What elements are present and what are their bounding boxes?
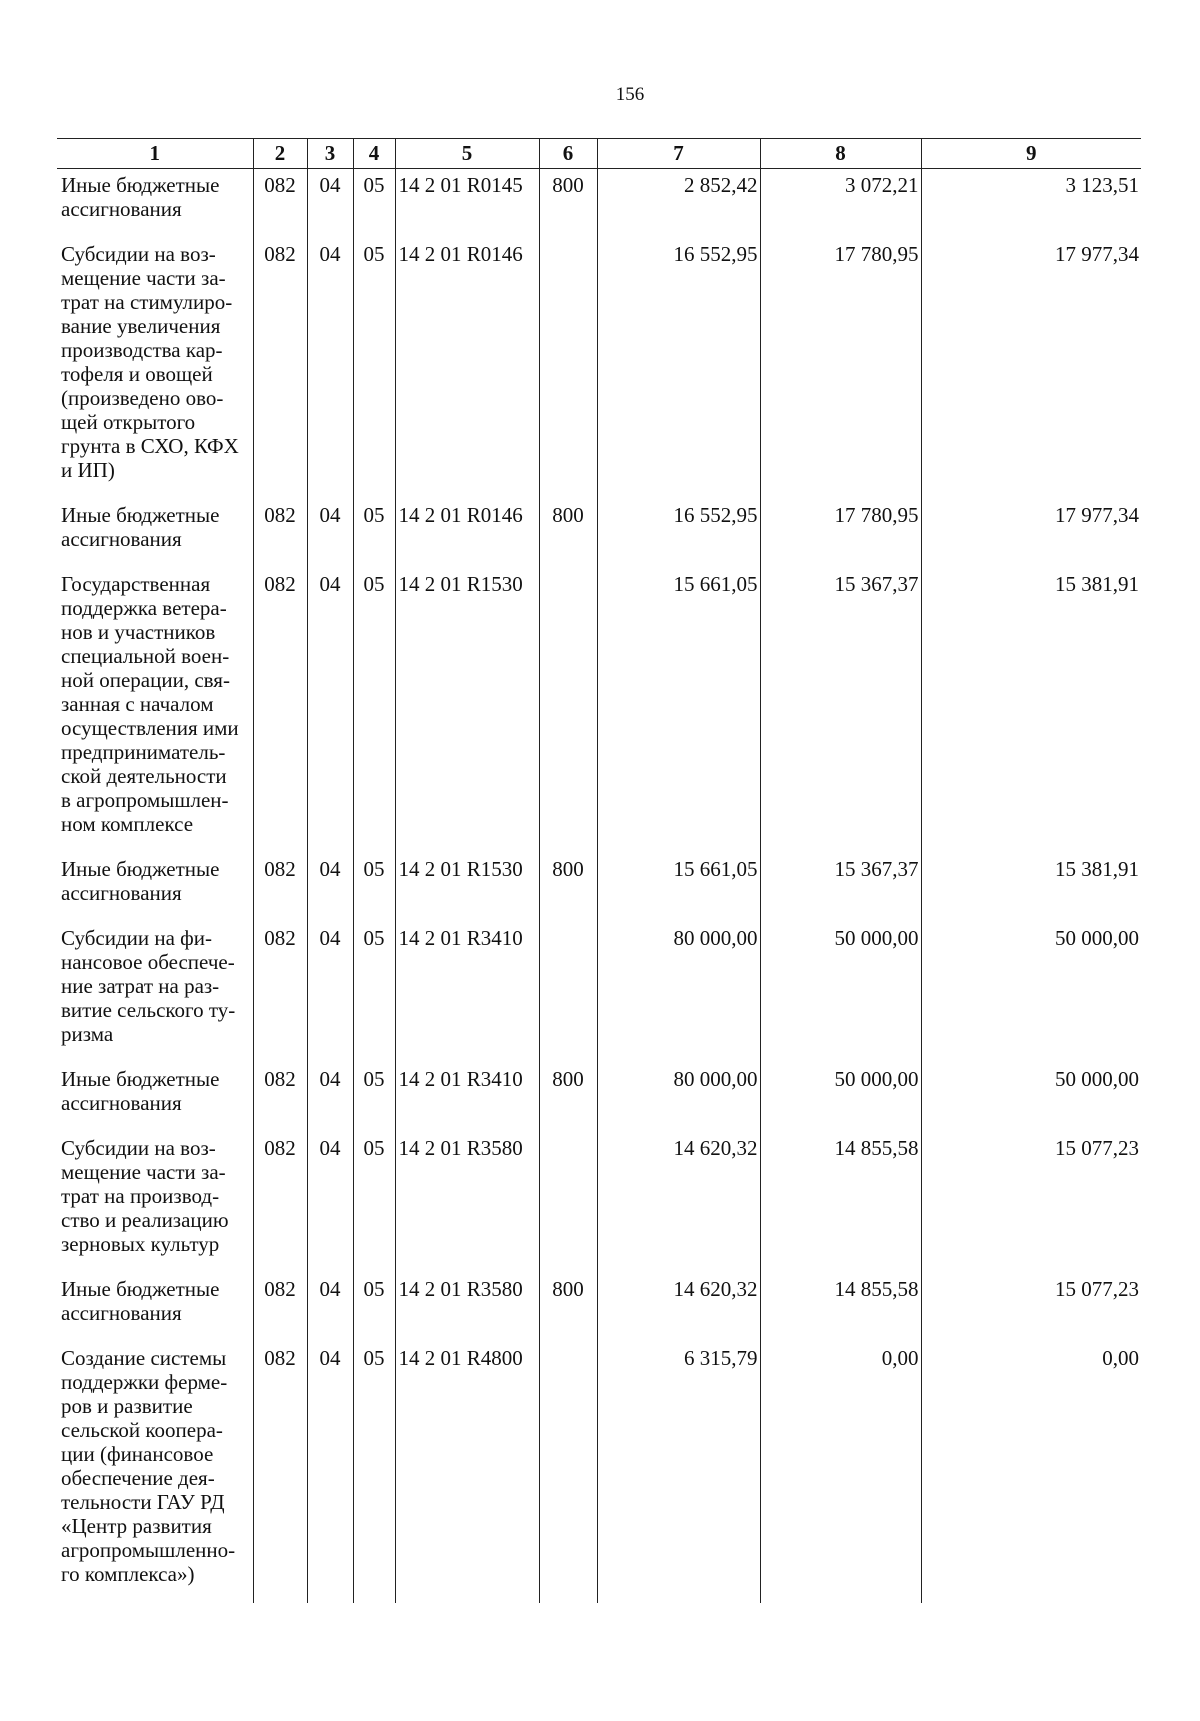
section-code-cell: 04 <box>307 1063 353 1132</box>
amount-col8-cell: 50 000,00 <box>760 1063 921 1132</box>
grbs-code-cell: 082 <box>253 499 307 568</box>
expense-type-cell <box>539 238 597 499</box>
target-article-cell: 14 2 01 R0146 <box>395 238 539 499</box>
table-row <box>57 922 1141 1063</box>
expense-type-cell <box>539 1342 597 1603</box>
row-name-line: ассигнования <box>61 1091 182 1115</box>
expense-type-cell <box>539 922 597 1063</box>
row-name-line: трат на производ- <box>61 1184 220 1208</box>
row-name-line: нов и участников <box>61 620 216 644</box>
grbs-code-cell: 082 <box>253 169 307 239</box>
table-header <box>57 139 1141 169</box>
expense-type-cell <box>539 568 597 853</box>
amount-col7-cell: 14 620,32 <box>597 1273 760 1342</box>
row-name-cell <box>57 1063 253 1132</box>
table-row <box>57 1132 1141 1273</box>
row-name-line: трат на стимулиро- <box>61 290 233 314</box>
row-name-cell <box>57 1132 253 1273</box>
amount-col8-cell: 15 367,37 <box>760 853 921 922</box>
section-code-cell: 04 <box>307 853 353 922</box>
amount-col7-cell: 15 661,05 <box>597 568 760 853</box>
row-name-cell <box>57 922 253 1063</box>
row-name-line: Субсидии на воз- <box>61 242 216 266</box>
amount-col7-cell: 14 620,32 <box>597 1132 760 1273</box>
grbs-code-cell: 082 <box>253 1132 307 1273</box>
section-code-cell: 04 <box>307 568 353 853</box>
amount-col7-cell: 16 552,95 <box>597 499 760 568</box>
row-name-line: и ИП) <box>61 458 115 482</box>
expense-type-cell: 800 <box>539 1063 597 1132</box>
subsection-code-cell: 05 <box>353 853 395 922</box>
expense-type-cell: 800 <box>539 1273 597 1342</box>
row-name-line: ассигнования <box>61 197 182 221</box>
column-header: 8 <box>760 139 921 169</box>
grbs-code-cell: 082 <box>253 1342 307 1603</box>
target-article-cell: 14 2 01 R0146 <box>395 499 539 568</box>
amount-col8-cell: 17 780,95 <box>760 238 921 499</box>
row-name-line: витие сельского ту- <box>61 998 236 1022</box>
row-name-cell <box>57 499 253 568</box>
subsection-code-cell: 05 <box>353 1273 395 1342</box>
row-name-line: производства кар- <box>61 338 223 362</box>
table-row <box>57 169 1141 239</box>
row-name-line: Создание системы <box>61 1346 227 1370</box>
row-name-line: агропромышленно- <box>61 1538 236 1562</box>
row-name-line: осуществления ими <box>61 716 239 740</box>
row-name-line: (произведено ово- <box>61 386 224 410</box>
target-article-cell: 14 2 01 R3410 <box>395 1063 539 1132</box>
section-code-cell: 04 <box>307 1342 353 1603</box>
header-row <box>57 139 1141 169</box>
column-header: 2 <box>253 139 307 169</box>
target-article-cell: 14 2 01 R1530 <box>395 568 539 853</box>
row-name-line: Иные бюджетные <box>61 857 220 881</box>
row-name-line: ассигнования <box>61 1301 182 1325</box>
row-name-line: Субсидии на фи- <box>61 926 213 950</box>
amount-col8-cell: 50 000,00 <box>760 922 921 1063</box>
amount-col7-cell: 16 552,95 <box>597 238 760 499</box>
row-name-line: ном комплексе <box>61 812 194 836</box>
row-name-cell <box>57 169 253 239</box>
amount-col9-cell: 3 123,51 <box>921 169 1141 239</box>
row-name-line: сельской коопера- <box>61 1418 223 1442</box>
column-header: 1 <box>57 139 253 169</box>
grbs-code-cell: 082 <box>253 922 307 1063</box>
section-code-cell: 04 <box>307 499 353 568</box>
subsection-code-cell: 05 <box>353 568 395 853</box>
row-name-line: ской деятельности <box>61 764 227 788</box>
row-name-line: в агропромышлен- <box>61 788 229 812</box>
row-name-line: занная с началом <box>61 692 214 716</box>
target-article-cell: 14 2 01 R4800 <box>395 1342 539 1603</box>
subsection-code-cell: 05 <box>353 1063 395 1132</box>
row-name-line: ство и реализацию <box>61 1208 229 1232</box>
row-name-cell <box>57 238 253 499</box>
row-name-line: ассигнования <box>61 881 182 905</box>
row-name-line: вание увеличения <box>61 314 221 338</box>
amount-col8-cell: 14 855,58 <box>760 1273 921 1342</box>
amount-col9-cell: 50 000,00 <box>921 922 1141 1063</box>
row-name-line: мещение части за- <box>61 1160 226 1184</box>
subsection-code-cell: 05 <box>353 922 395 1063</box>
target-article-cell: 14 2 01 R3410 <box>395 922 539 1063</box>
row-name-line: тофеля и овощей <box>61 362 213 386</box>
grbs-code-cell: 082 <box>253 1063 307 1132</box>
row-name-line: предприниматель- <box>61 740 226 764</box>
column-header: 9 <box>921 139 1141 169</box>
amount-col9-cell: 17 977,34 <box>921 499 1141 568</box>
table-row <box>57 1342 1141 1603</box>
row-name-line: ризма <box>61 1022 114 1046</box>
target-article-cell: 14 2 01 R3580 <box>395 1132 539 1273</box>
section-code-cell: 04 <box>307 1132 353 1273</box>
amount-col8-cell: 14 855,58 <box>760 1132 921 1273</box>
row-name-line: ние затрат на раз- <box>61 974 220 998</box>
column-header: 7 <box>597 139 760 169</box>
row-name-cell <box>57 1342 253 1603</box>
subsection-code-cell: 05 <box>353 499 395 568</box>
row-name-line: ции (финансовое <box>61 1442 214 1466</box>
grbs-code-cell: 082 <box>253 238 307 499</box>
row-name-cell <box>57 1273 253 1342</box>
subsection-code-cell: 05 <box>353 169 395 239</box>
row-name-line: тельности ГАУ РД <box>61 1490 225 1514</box>
row-name-line: поддержка ветера- <box>61 596 227 620</box>
subsection-code-cell: 05 <box>353 238 395 499</box>
amount-col8-cell: 15 367,37 <box>760 568 921 853</box>
row-name-line: го комплекса») <box>61 1562 195 1586</box>
column-header: 5 <box>395 139 539 169</box>
row-name-line: нансовое обеспече- <box>61 950 235 974</box>
table-row <box>57 238 1141 499</box>
row-name-line: «Центр развития <box>61 1514 212 1538</box>
subsection-code-cell: 05 <box>353 1132 395 1273</box>
amount-col9-cell: 0,00 <box>921 1342 1141 1603</box>
amount-col9-cell: 15 381,91 <box>921 853 1141 922</box>
row-name-line: Иные бюджетные <box>61 503 220 527</box>
expense-type-cell: 800 <box>539 853 597 922</box>
column-header: 3 <box>307 139 353 169</box>
table-row <box>57 499 1141 568</box>
amount-col9-cell: 17 977,34 <box>921 238 1141 499</box>
section-code-cell: 04 <box>307 922 353 1063</box>
page-number: 156 <box>615 84 645 105</box>
grbs-code-cell: 082 <box>253 853 307 922</box>
row-name-line: грунта в СХО, КФХ <box>61 434 239 458</box>
table-row <box>57 1273 1141 1342</box>
row-name-line: мещение части за- <box>61 266 226 290</box>
amount-col7-cell: 80 000,00 <box>597 1063 760 1132</box>
amount-col7-cell: 15 661,05 <box>597 853 760 922</box>
amount-col7-cell: 2 852,42 <box>597 169 760 239</box>
grbs-code-cell: 082 <box>253 1273 307 1342</box>
column-header: 6 <box>539 139 597 169</box>
amount-col9-cell: 15 077,23 <box>921 1273 1141 1342</box>
subsection-code-cell: 05 <box>353 1342 395 1603</box>
section-code-cell: 04 <box>307 238 353 499</box>
expense-type-cell <box>539 1132 597 1273</box>
amount-col8-cell: 3 072,21 <box>760 169 921 239</box>
row-name-cell <box>57 568 253 853</box>
row-name-line: Иные бюджетные <box>61 173 220 197</box>
target-article-cell: 14 2 01 R0145 <box>395 169 539 239</box>
amount-col8-cell: 17 780,95 <box>760 499 921 568</box>
row-name-line: ной операции, свя- <box>61 668 230 692</box>
section-code-cell: 04 <box>307 169 353 239</box>
amount-col7-cell: 6 315,79 <box>597 1342 760 1603</box>
target-article-cell: 14 2 01 R3580 <box>395 1273 539 1342</box>
amount-col9-cell: 15 077,23 <box>921 1132 1141 1273</box>
budget-table <box>57 138 1141 1603</box>
row-name-line: щей открытого <box>61 410 196 434</box>
row-name-line: обеспечение дея- <box>61 1466 215 1490</box>
expense-type-cell: 800 <box>539 169 597 239</box>
row-name-cell <box>57 853 253 922</box>
amount-col7-cell: 80 000,00 <box>597 922 760 1063</box>
row-name-line: Субсидии на воз- <box>61 1136 216 1160</box>
table-row <box>57 568 1141 853</box>
row-name-line: Иные бюджетные <box>61 1067 220 1091</box>
column-header: 4 <box>353 139 395 169</box>
amount-col8-cell: 0,00 <box>760 1342 921 1603</box>
target-article-cell: 14 2 01 R1530 <box>395 853 539 922</box>
row-name-line: Иные бюджетные <box>61 1277 220 1301</box>
row-name-line: поддержки ферме- <box>61 1370 228 1394</box>
row-name-line: Государственная <box>61 572 211 596</box>
row-name-line: ров и развитие <box>61 1394 193 1418</box>
section-code-cell: 04 <box>307 1273 353 1342</box>
amount-col9-cell: 15 381,91 <box>921 568 1141 853</box>
row-name-line: специальной воен- <box>61 644 230 668</box>
grbs-code-cell: 082 <box>253 568 307 853</box>
table-body <box>57 169 1141 1604</box>
expense-type-cell: 800 <box>539 499 597 568</box>
row-name-line: ассигнования <box>61 527 182 551</box>
table-row <box>57 853 1141 922</box>
table-row <box>57 1063 1141 1132</box>
row-name-line: зерновых культур <box>61 1232 220 1256</box>
amount-col9-cell: 50 000,00 <box>921 1063 1141 1132</box>
